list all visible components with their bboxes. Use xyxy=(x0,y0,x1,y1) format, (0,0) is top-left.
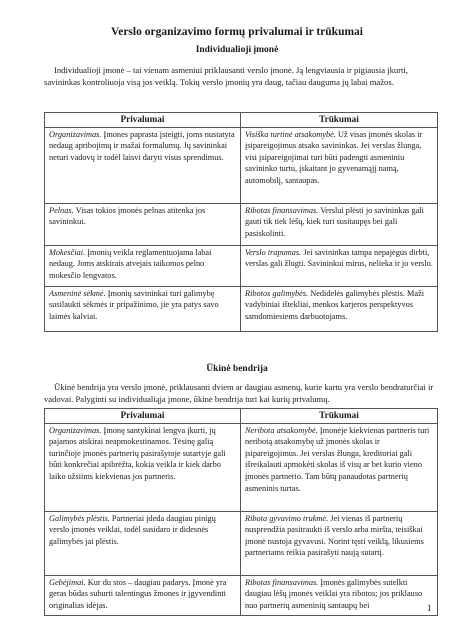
cell-lead: Organizavimas. xyxy=(49,129,102,139)
cell-text: Jei savininkas tampa nepajėgus dirbti, verslas gali žlugti. Savininkui mirus, nelieka ir jo verslo. xyxy=(245,247,433,269)
con-cell xyxy=(241,245,438,286)
section-heading: Individualioji įmonė xyxy=(195,45,279,55)
cell-text: Visas tokios įmonės pelnas atitenka jos savininkui. xyxy=(49,205,206,227)
cell-lead: Pelnas. xyxy=(49,205,74,215)
pro-cell xyxy=(45,245,241,286)
con-cell xyxy=(241,511,438,575)
cell-text: Verslui plėsti jo savininkas gali gauti tik tiek lėšų, kiek turi susitaupęs bei gali pasiskolinti. xyxy=(245,205,424,238)
pro-cell xyxy=(45,203,241,245)
cell-lead: Ribotas finansavimas. xyxy=(245,577,319,587)
cell-text: Jei vienas iš partnerių nusprendžia pasitraukti iš verslo arba miršta, teisiškai įmonė nustoja gyvavusi. Norint tęsti veiklą, likusiems partneriams reikia pasirašyti naują sutartį. xyxy=(245,513,424,558)
column-header: Trūkumai xyxy=(241,113,438,128)
cell-text: Už visas įmonės skolas ir įsipareigojimus atsako savininkas. Jei verslas žlunga, visi įsipareigojimai turi būti padengti asmeniniu savininko turtu, įskaitant jo gyvenamąjį namą, automobilį, santaupas. xyxy=(245,129,423,185)
table-row xyxy=(45,511,438,575)
con-cell xyxy=(241,203,438,245)
document-title: Verslo organizavimo formų privalumai ir trūkumai xyxy=(110,26,364,38)
cell-lead: Ribota gyvavimo trukmė. xyxy=(245,513,329,523)
cell-lead: Visiška turtinė atsakomybė. xyxy=(245,129,336,139)
cell-lead: Mokesčiai. xyxy=(49,247,86,257)
cell-lead: Verslo trapumas. xyxy=(245,247,302,257)
column-header: Privalumai xyxy=(45,409,241,424)
cell-text: Įmonę santykinai lengva įkurti, jų pajamos atskirai neapmokestinamos. Tėsinę galią turinčioje įmonės partnerių pasirašytoje sutartyje gali būti konkrečiai apibrėžta, kokia veikla ir kiek darbo laiko užsiims kiekvienas jos partneris. xyxy=(49,425,226,481)
cell-text: Partneriai įdeda daugiau pinigų verslo įmonės veiklai, todėl susidaro ir didesnės galimybės jai plėstis. xyxy=(49,513,216,546)
cell-text: Nedidelės galimybės plėstis. Maži vadybiniai ištekliai, menkos karjeros perspektyvos samdomiesiems darbuotojams. xyxy=(245,288,425,321)
pro-cell xyxy=(45,423,241,511)
table-row xyxy=(45,423,438,511)
column-header: Privalumai xyxy=(45,113,241,128)
pro-cell xyxy=(45,511,241,575)
section-intro: Individualioji įmonė – tai vienam asmeniui priklausanti verslo įmonė. Ją lengviausia ir pigiausia įkurti, savininkas kontroliuoja visą jos veiklą. Tokių verslo įmonių yra daug, tačiau dauguma jų labai mažos. xyxy=(44,65,408,88)
table-header-row xyxy=(45,113,438,128)
cell-lead: Asmeninė sėkmė. xyxy=(49,288,106,298)
cell-lead: Gebėjimai. xyxy=(49,577,86,587)
section-heading: Ūkinė bendrija xyxy=(206,364,268,374)
table-row xyxy=(45,575,438,615)
table-row xyxy=(45,127,438,203)
cell-lead: Galimybės plėstis. xyxy=(49,513,110,523)
cell-text: Įmones paprasta įsteigti, joms nustatyta nedaug apribojimų ir mažai formalumų. Jų savininkai neturi vadovų ir todėl laisvi daryti visus sprendimus. xyxy=(49,129,235,162)
pro-cell xyxy=(45,286,241,331)
table-row xyxy=(45,286,438,331)
cell-text: Kur du stos – daugiau padarys. Įmonė yra geras būdas suburti talentingus žmones ir įgyvendinti originalias idėjas. xyxy=(49,577,227,610)
con-cell xyxy=(241,127,438,203)
cell-lead: Ribotas finansavimas. xyxy=(245,205,319,215)
cell-lead: Ribotos galimybės. xyxy=(245,288,309,298)
cell-text: Įmonėje kiekvienas partneris turi neribotą atsakomybę už įmonės skolas ir įsipareigojimus. Jei verslas žlunga, kreditoriai gali išreikalauti apmokėti skolas iš visų ar bet kurio vieno įmonės partnerio. Tam būtų panaudotas partnerių asmeninis turtas. xyxy=(245,425,430,493)
cell-lead: Organizavimas. xyxy=(49,425,102,435)
cell-text: Įmonių savininkai turi galimybę susilaukti sėkmės ir pripažinimo, jie yra patys savo laimės kalviai. xyxy=(49,288,219,321)
pros-cons-table xyxy=(44,408,438,616)
cell-text: Įmonių veikla reglamentuojama labai nedaug. Joms atskirais atvejais taikomos pelno mokesčio lengvatos. xyxy=(49,247,212,280)
cell-lead: Neribota atsakomybė. xyxy=(245,425,318,435)
pro-cell xyxy=(45,575,241,615)
con-cell xyxy=(241,423,438,511)
table-row xyxy=(45,245,438,286)
table-row xyxy=(45,203,438,245)
con-cell xyxy=(241,575,438,615)
column-header: Trūkumai xyxy=(241,409,438,424)
con-cell xyxy=(241,286,438,331)
page-number: 1 xyxy=(427,603,432,613)
pros-cons-table xyxy=(44,112,438,332)
pro-cell xyxy=(45,127,241,203)
cell-text: Įmonės galimybės sutelkti daugiau lėšų įmonės veiklai yra ribotos; jos priklauso nuo partnerių asmeninių santaupų bei xyxy=(245,577,423,610)
table-header-row xyxy=(45,409,438,424)
section-intro: Ūkinė bendrija yra verslo įmonė, priklausanti dviem ar daugiau asmenų, kurie kartu yra verslo bendraturčiai ir vadovai. Palyginti su individualiąja įmone, ūkinė bendrija turi kai kurių privalumų. xyxy=(44,382,434,405)
